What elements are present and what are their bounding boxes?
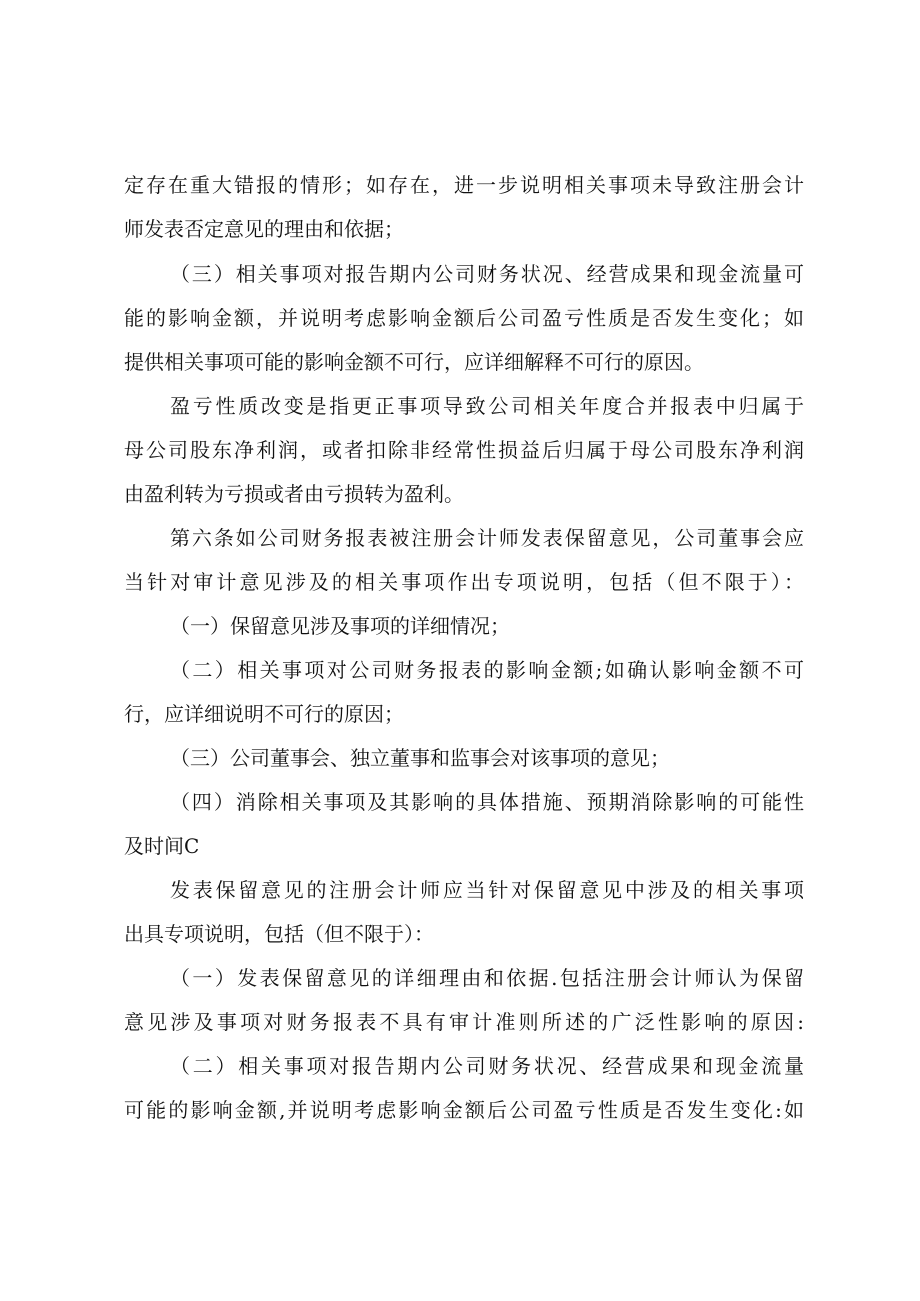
text-line-10: 当针对审计意见涉及的相关事项作出专项说明，包括（但不限于）： [124,570,804,594]
text-line-9: 第六条如公司财务报表被注册会计师发表保留意见，公司董事会应 [170,526,804,550]
text-line-6: 盈亏性质改变是指更正事项导致公司相关年度合并报表中归属于 [170,394,804,418]
text-line-8: 由盈利转为亏损或者由亏损转为盈利。 [124,482,464,506]
text-line-15: （四）消除相关事项及其影响的具体措施、预期消除影响的可能性 [170,790,804,814]
text-line-1: 定存在重大错报的情形；如存在，进一步说明相关事项未导致注册会计 [124,173,804,197]
text-line-2: 师发表否定意见的理由和依据； [124,217,404,241]
text-line-16: 及时间C [124,834,200,858]
text-line-7: 母公司股东净利润，或者扣除非经常性损益后归属于母公司股东净利润 [124,438,804,462]
text-line-5: 提供相关事项可能的影响金额不可行，应详细解释不可行的原因。 [124,350,704,374]
text-line-17: 发表保留意见的注册会计师应当针对保留意见中涉及的相关事项 [170,878,804,902]
text-line-14: （三）公司董事会、独立董事和监事会对该事项的意见； [170,746,670,770]
text-line-19: （一）发表保留意见的详细理由和依据.包括注册会计师认为保留 [170,966,804,990]
text-line-13: 行，应详细说明不可行的原因； [124,702,404,726]
text-line-4: 能的影响金额，并说明考虑影响金额后公司盈亏性质是否发生变化；如 [124,306,804,330]
text-line-18: 出具专项说明，包括（但不限于）： [124,922,434,946]
text-line-21: （二）相关事项对报告期内公司财务状况、经营成果和现金流量 [170,1054,804,1078]
text-line-20: 意见涉及事项对财务报表不具有审计准则所述的广泛性影响的原因: [124,1010,804,1034]
text-line-3: （三）相关事项对报告期内公司财务状况、经营成果和现金流量可 [170,262,804,286]
text-line-12: （二）相关事项对公司财务报表的影响金额;如确认影响金额不可 [170,658,804,682]
text-line-11: （一）保留意见涉及事项的详细情况； [170,614,510,638]
text-line-22: 可能的影响金额,并说明考虑影响金额后公司盈亏性质是否发生变化:如 [124,1098,804,1122]
